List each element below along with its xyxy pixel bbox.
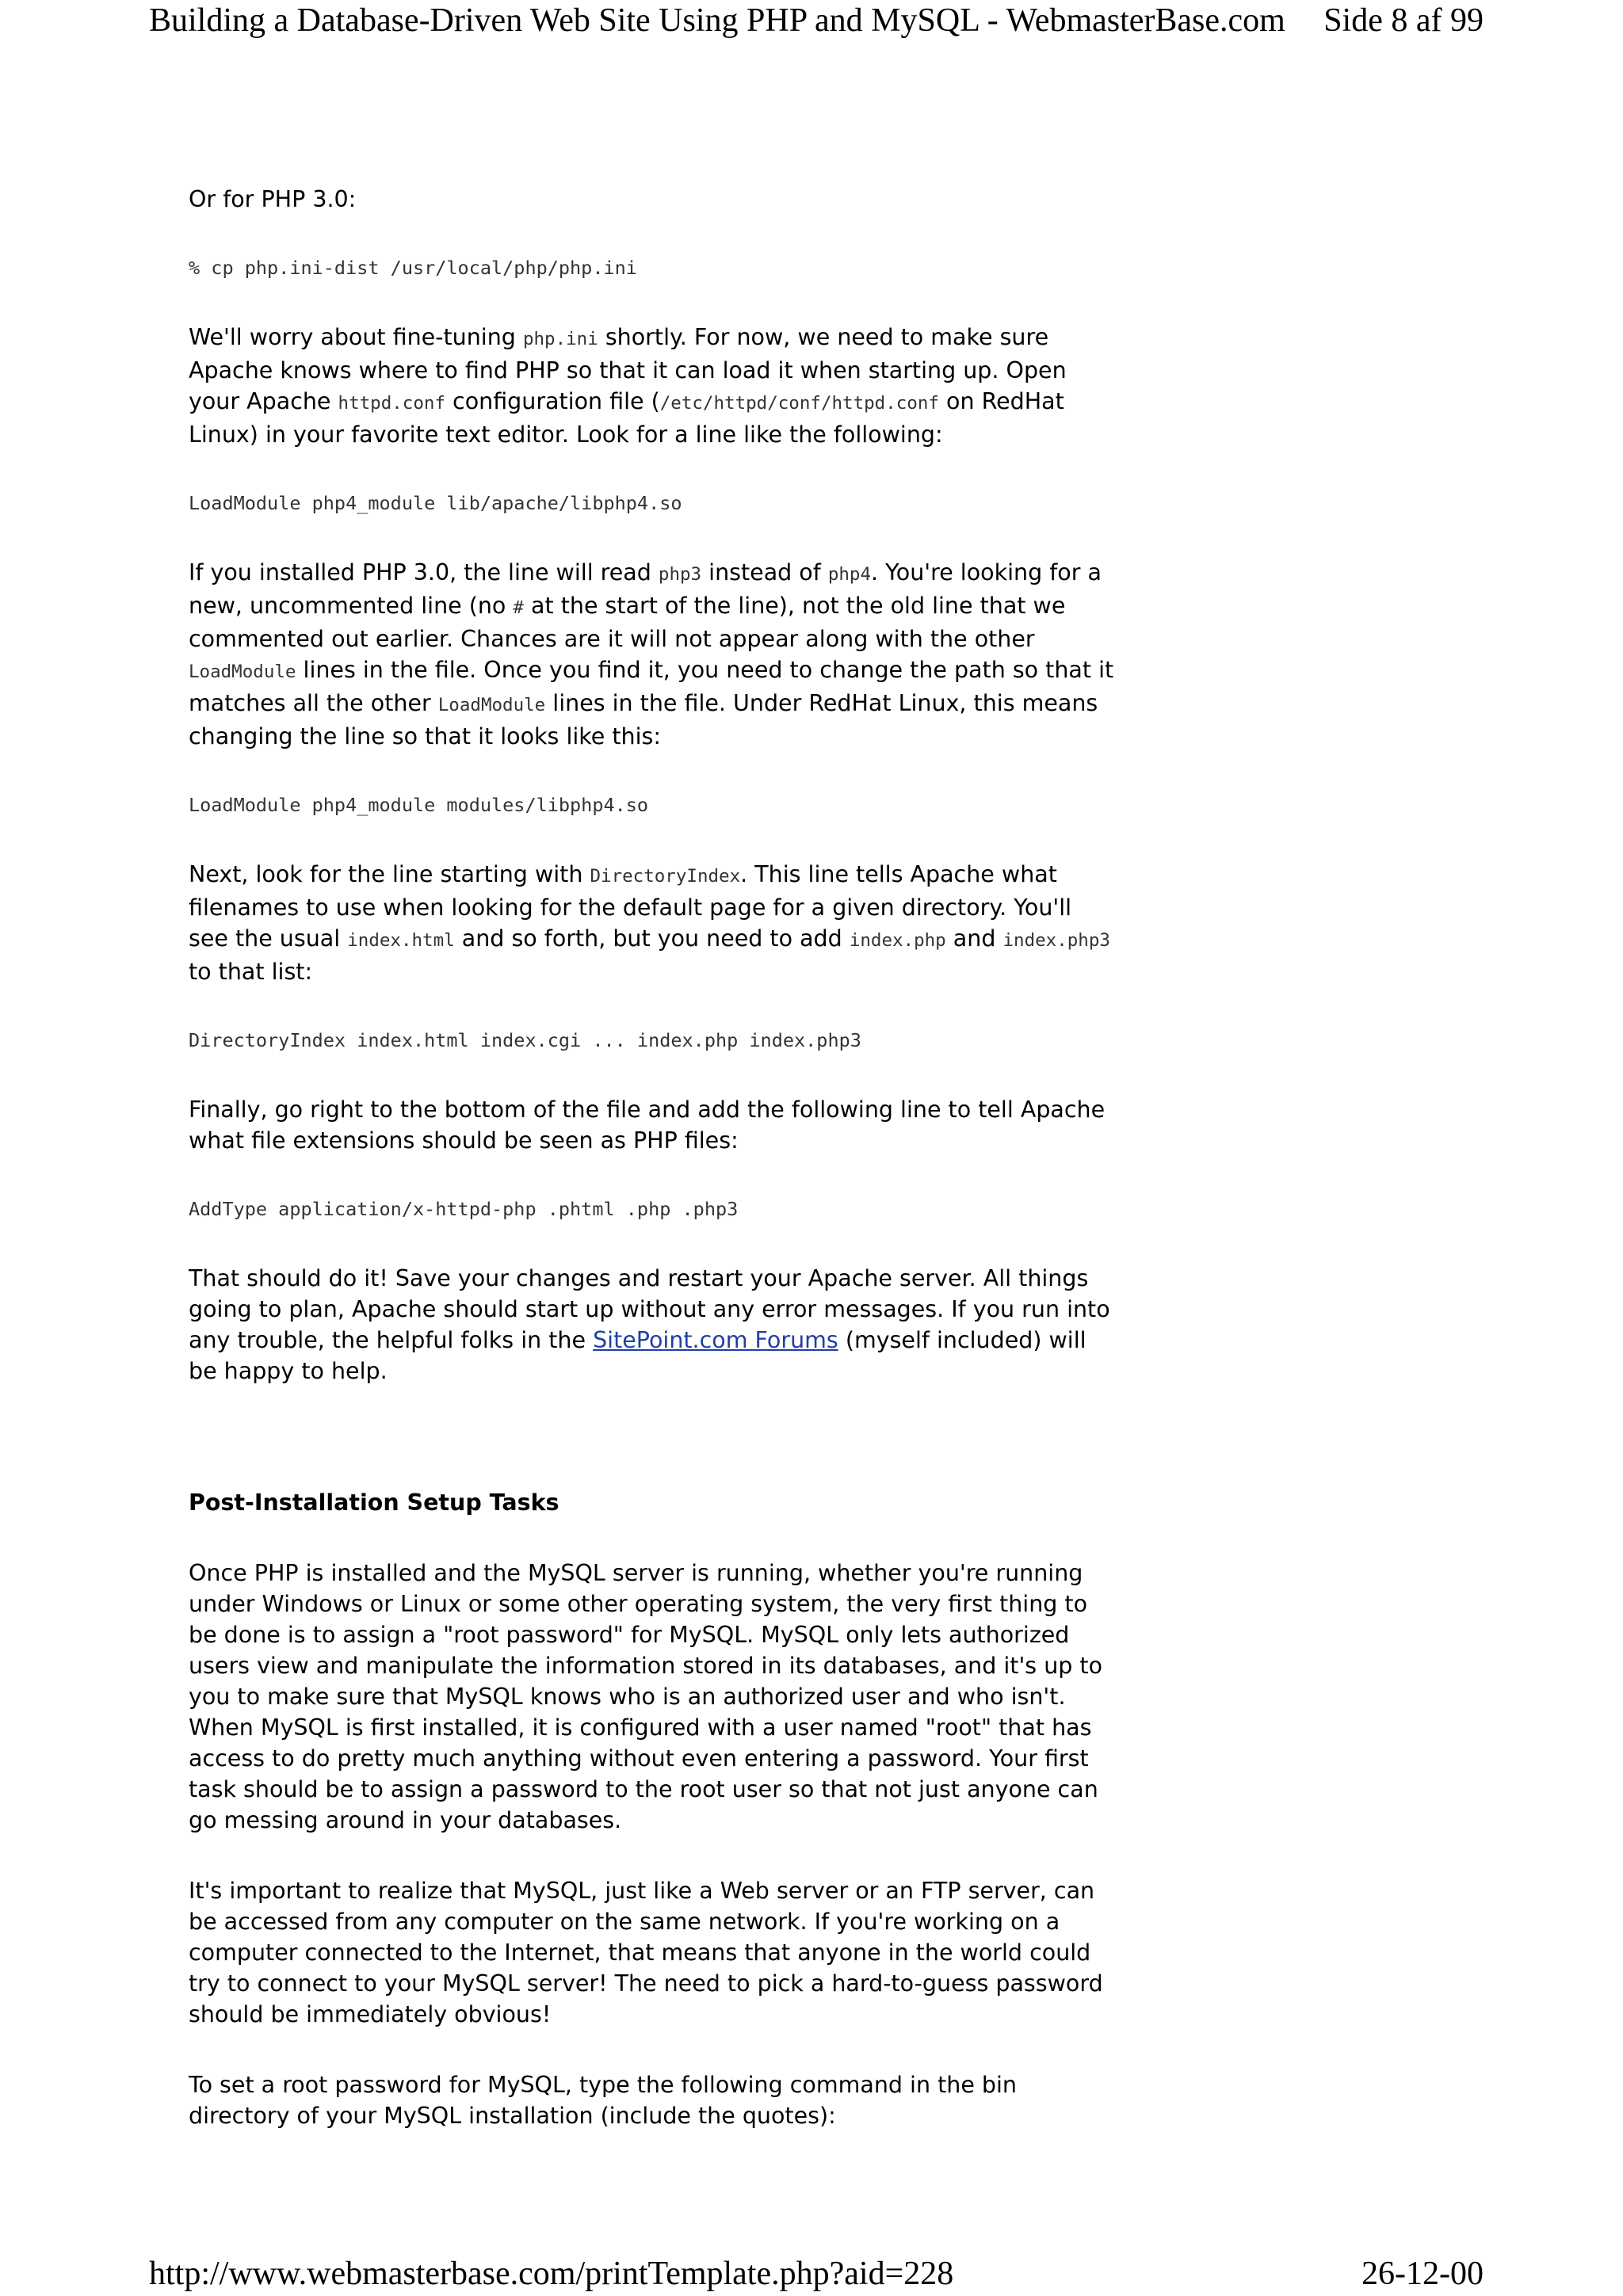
inline-code: /etc/httpd/conf/httpd.conf [659, 393, 939, 414]
inline-code: LoadModule [437, 695, 546, 715]
code-block-loadmodule-old: LoadModule php4_module lib/apache/libphp4.so [189, 492, 682, 514]
inline-code: LoadModule [189, 662, 296, 682]
print-footer [0, 2248, 1623, 2296]
inline-code: php3 [658, 564, 702, 585]
paragraph-directoryindex: Next, look for the line starting with DirectoryIndex. This line tells Apache what filenames to use when looking for the default page for a given directory. You'll see the usual index.html and so forth, but you need to add index.php and index.php3 to that list: [189, 861, 1110, 985]
paragraph-restart: That should do it! Save your changes and restart your Apache server. All things going to plan, Apache should start up without any error messages. If you run into any trouble, the helpful folks in the SitePoint.com Forums (myself included) will be happy to help. [189, 1265, 1110, 1384]
paragraph-loadmodule: If you installed PHP 3.0, the line will read php3 instead of php4. You're looking for a new, uncommented line (no # at the start of the line), not the old line that we commented out earlier. Chances are it will not appear along with the other LoadModule lines in the file. Once you find it, you need to change the path so that it matches all the other LoadModule lines in the file. Under RedHat Linux, this means changing the line so that it looks like this: [189, 559, 1114, 749]
inline-code: index.php3 [1002, 930, 1110, 951]
intro-paragraph: Or for PHP 3.0: [189, 186, 357, 212]
paragraph-root-password: Once PHP is installed and the MySQL server is running, whether you're running under Windows or Linux or some other operating system, the very first thing to be done is to assign a "root password" for MySQL. MySQL only lets authorized users view and manipulate the information stored in its databases, and it's up to you to make sure that MySQL knows who is an authorized user and who isn't. When MySQL is first installed, it is configured with a user named "root" that has access to do pretty much anything without even entering a password. Your first task should be to assign a password to the root user so that not just anyone can go messing around in your databases. [189, 1560, 1103, 1833]
inline-code: php4 [827, 564, 872, 585]
paragraph-network-access: It's important to realize that MySQL, just like a Web server or an FTP server, can be accessed from any computer on the same network. If you're working on a computer connected to the Internet, that means that anyone in the world could try to connect to your MySQL server! The need to pick a hard-to-guess password should be immediately obvious! [189, 1878, 1103, 2027]
print-header [0, 0, 1623, 48]
paragraph-set-password: To set a root password for MySQL, type the following command in the bin directory of your MySQL installation (include the quotes): [189, 2072, 1017, 2129]
inline-code: index.php [849, 930, 946, 951]
paragraph-apache-config: We'll worry about fine-tuning php.ini shortly. For now, we need to make sure Apache knows where to find PHP so that it can load it when starting up. Open your Apache httpd.conf configuration file (/etc/httpd/conf/httpd.conf on RedHat Linux) in your favorite text editor. Look for a line like the following: [189, 324, 1067, 448]
sitepoint-forums-link[interactable]: SitePoint.com Forums [593, 1327, 838, 1353]
inline-code: httpd.conf [338, 393, 445, 414]
code-block-directoryindex: DirectoryIndex index.html index.cgi ... index.php index.php3 [189, 1029, 861, 1051]
paragraph-addtype: Finally, go right to the bottom of the file and add the following line to tell Apache what file extensions should be seen as PHP files: [189, 1097, 1106, 1154]
inline-code: index.html [347, 930, 455, 951]
code-block-copy-ini: % cp php.ini-dist /usr/local/php/php.ini [189, 257, 637, 279]
page-url: http://www.webmasterbase.com/printTemplate.php?aid=228 [149, 2256, 954, 2292]
print-date: 26-12-00 [1361, 2256, 1484, 2292]
article-body [189, 184, 1116, 2131]
page-number: Side 8 af 99 [1323, 2, 1484, 39]
section-heading: Post-Installation Setup Tasks [189, 1489, 559, 1516]
code-block-addtype: AddType application/x-httpd-php .phtml .php .php3 [189, 1198, 739, 1220]
code-block-loadmodule-new: LoadModule php4_module modules/libphp4.so [189, 794, 649, 816]
inline-code: DirectoryIndex [590, 866, 741, 887]
document-title: Building a Database-Driven Web Site Using PHP and MySQL - WebmasterBase.com [149, 2, 1285, 39]
inline-code: # [513, 597, 524, 618]
inline-code: php.ini [522, 329, 598, 349]
